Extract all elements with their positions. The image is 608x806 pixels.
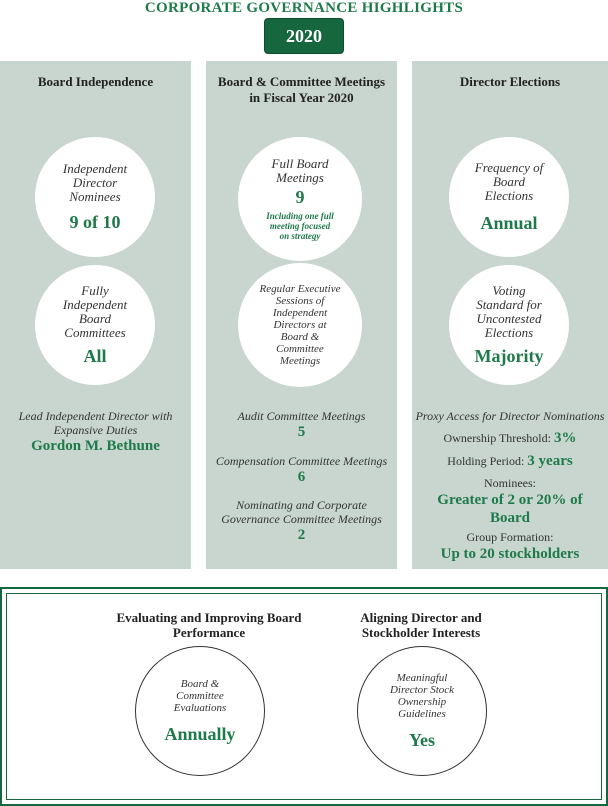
circle-label: Guidelines xyxy=(398,707,446,720)
board-independence-heading: Board Independence xyxy=(37,74,154,89)
director-elections-heading: Director Elections xyxy=(459,74,561,89)
nominees-block xyxy=(412,476,608,527)
circle-label: Independent xyxy=(62,296,128,312)
ownership-guidelines-value: Yes xyxy=(409,729,435,750)
compensation-meetings-value: 6 xyxy=(297,469,306,485)
circle-label: Director xyxy=(72,174,118,190)
election-frequency-value: Annual xyxy=(480,212,538,233)
circle-label: Voting xyxy=(492,282,526,298)
circle-label: Full Board xyxy=(271,156,329,171)
circle-label: Board & xyxy=(280,331,320,343)
ownership-threshold-value: 3% xyxy=(553,430,577,446)
evaluation-heading xyxy=(95,610,323,640)
circle-label: Standard for xyxy=(476,296,542,312)
circle-label: Meaningful xyxy=(396,671,448,684)
holding-period-label: Holding Period: xyxy=(447,454,528,468)
nominating-meetings-label: Nominating and Corporate xyxy=(236,498,367,512)
meetings-heading: Board & Committee Meetings xyxy=(217,74,386,89)
circle-label: Director Stock xyxy=(389,683,455,696)
circle-label: Meetings xyxy=(279,355,321,367)
circle-label: Uncontested xyxy=(476,310,542,326)
audit-meetings-block xyxy=(206,409,397,441)
board-independence-panel xyxy=(0,61,191,569)
meeting-note: meeting focused xyxy=(269,221,331,231)
meeting-note: on strategy xyxy=(279,231,321,241)
proxy-access-block xyxy=(412,409,608,423)
circle-label: Board xyxy=(78,310,112,326)
voting-standard-value: Majority xyxy=(474,345,544,366)
circle-label: Elections xyxy=(484,187,534,203)
group-formation-label: Group Formation: xyxy=(466,530,554,544)
compensation-meetings-label: Compensation Committee Meetings xyxy=(215,454,388,468)
alignment-heading-line: Stockholder Interests xyxy=(361,625,481,640)
lead-director-block xyxy=(0,409,191,455)
audit-meetings-value: 5 xyxy=(297,424,306,440)
evaluation-heading-line: Evaluating and Improving Board xyxy=(116,610,302,625)
meetings-panel xyxy=(206,61,397,569)
circle-label: Committee xyxy=(276,343,324,355)
independent-committees-circle xyxy=(35,265,155,385)
ownership-threshold-row xyxy=(412,430,608,447)
meetings-heading: in Fiscal Year 2020 xyxy=(249,90,354,105)
full-board-meetings-circle xyxy=(238,137,362,261)
election-frequency-circle xyxy=(449,137,569,257)
circle-label: Fully xyxy=(81,282,109,298)
nominating-meetings-label: Governance Committee Meetings xyxy=(221,512,382,526)
circle-label: Committees xyxy=(64,324,126,340)
lead-director-value: Gordon M. Bethune xyxy=(31,438,160,454)
circle-label: Meetings xyxy=(276,170,324,185)
circle-label: Regular Executive xyxy=(259,283,341,295)
circle-label: Frequency of xyxy=(474,159,544,175)
voting-standard-circle xyxy=(449,265,569,385)
lead-director-label: Expansive Duties xyxy=(53,423,138,437)
group-formation-block xyxy=(412,530,608,563)
bottom-panel-inner xyxy=(6,593,602,800)
executive-sessions-circle xyxy=(238,263,362,387)
circle-label: Board & xyxy=(180,677,220,690)
independent-committees-value: All xyxy=(83,345,107,366)
bottom-panel xyxy=(0,587,608,806)
circle-label: Elections xyxy=(484,324,534,340)
circle-label: Independent xyxy=(62,160,128,176)
ownership-threshold-label: Ownership Threshold: xyxy=(443,431,554,445)
audit-meetings-label: Audit Committee Meetings xyxy=(237,409,366,423)
circle-label: Sessions of xyxy=(275,295,325,307)
full-board-meetings-value: 9 xyxy=(295,187,305,207)
proxy-access-label: Proxy Access for Director Nominations xyxy=(415,409,605,423)
nominees-value: Greater of 2 or 20% of xyxy=(437,492,583,508)
nominating-meetings-block xyxy=(206,498,397,544)
page-title: CORPORATE GOVERNANCE HIGHLIGHTS xyxy=(144,0,464,16)
independent-nominees-circle xyxy=(35,137,155,257)
evaluation-heading-line: Performance xyxy=(172,625,246,640)
circle-label: Evaluations xyxy=(173,701,227,714)
circle-label: Directors at xyxy=(273,319,327,331)
evaluations-circle xyxy=(135,646,265,776)
alignment-heading xyxy=(325,610,517,640)
meeting-note: Including one full xyxy=(266,211,334,221)
group-formation-value: Up to 20 stockholders xyxy=(440,546,580,562)
year-badge: 2020 xyxy=(264,18,344,54)
circle-label: Nominees xyxy=(69,188,121,204)
alignment-heading-line: Aligning Director and xyxy=(360,610,482,625)
lead-director-label: Lead Independent Director with xyxy=(18,409,173,423)
ownership-guidelines-circle xyxy=(357,646,487,776)
circle-label: Independent xyxy=(272,307,328,319)
circle-label: Committee xyxy=(176,689,224,702)
director-elections-panel xyxy=(412,61,608,569)
holding-period-value: 3 years xyxy=(527,453,573,469)
nominees-label: Nominees: xyxy=(484,476,536,490)
circle-label: Ownership xyxy=(397,695,447,708)
compensation-meetings-block xyxy=(206,454,397,486)
nominating-meetings-value: 2 xyxy=(297,527,306,543)
holding-period-row xyxy=(412,453,608,470)
circle-label: Board xyxy=(492,173,526,189)
independent-nominees-value: 9 of 10 xyxy=(69,211,121,232)
nominees-value: Board xyxy=(489,510,530,526)
evaluations-value: Annually xyxy=(164,723,236,744)
